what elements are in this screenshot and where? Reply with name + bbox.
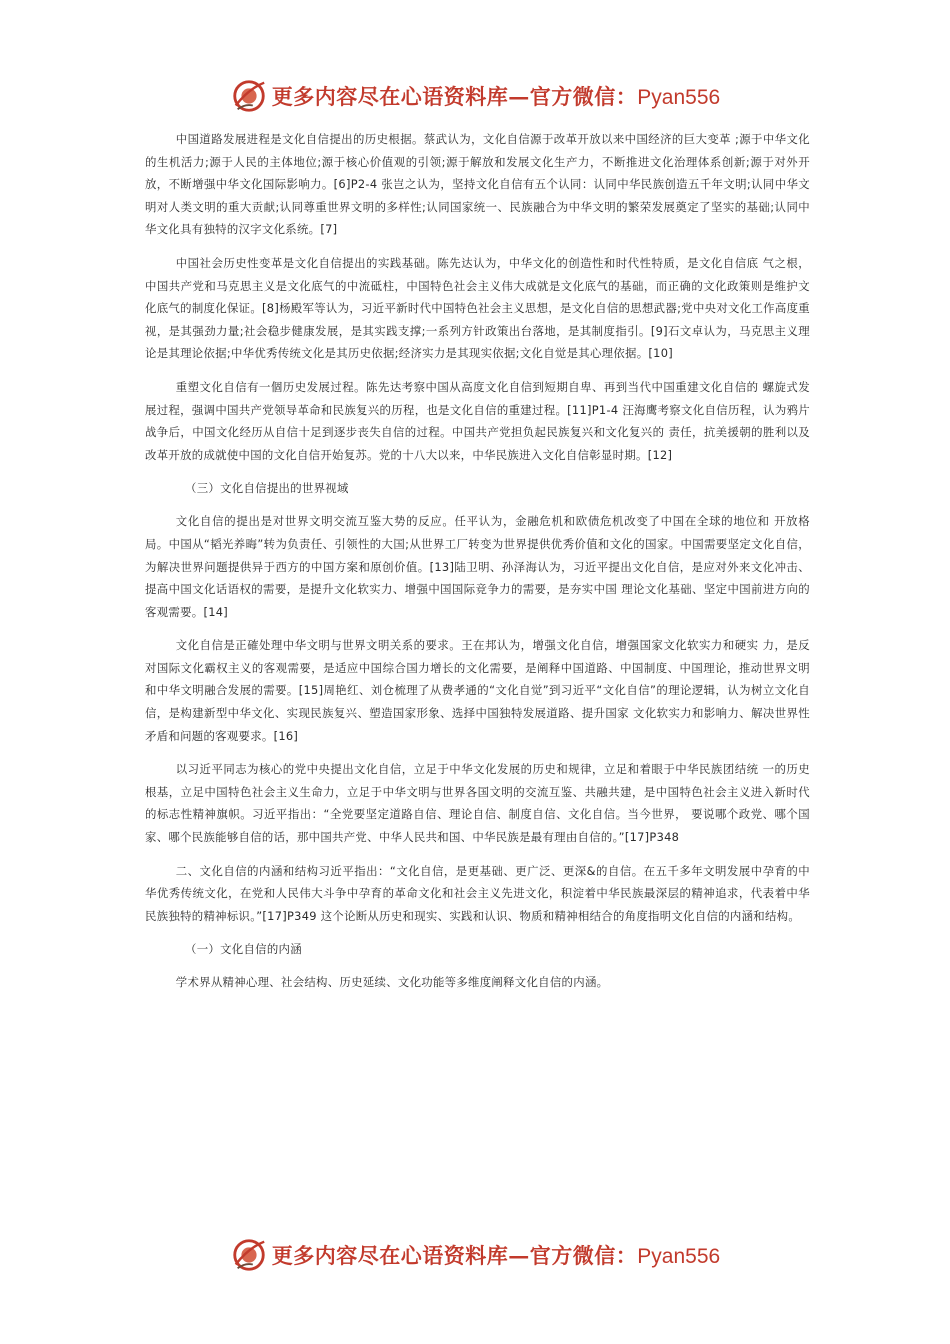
paragraph: 以习近平同志为核心的党中央提出文化自信，立足于中华文化发展的历史和规律，立足和着眼于中华民族团结统 一的历史根基，立足中国特色社会主义生命力，立足于中华文明与世界各国文明的交流互鉴、共融共建，是中国特色社会主义进入新时代的标志性精神旗帜。习近平指出：“全党要坚定道路自信、理论自信、制度自信、文化自信。当今世界， 要说哪个政党、哪个国家、哪个民族能够自信的话，那中国共产党、中华人民共和国、中华民族是最有理由自信的。”[17]P348 <box>145 762 810 845</box>
banner-text: 更多内容尽在心语资料库—官方微信：Pyan556 <box>271 84 721 109</box>
banner-wechat-id: Pyan556 <box>637 86 721 109</box>
footer-banner <box>0 1233 950 1277</box>
paragraph: 重塑文化自信有一個历史发展过程。陈先达考察中国从高度文化自信到短期自卑、再到当代中国重建文化自信的 螺旋式发展过程，强调中国共产党领导革命和民族复兴的历程，也是文化自信的重建过程。[11]P1-4 汪海鹰考察文化自信历程，认为鸦片战争后，中国文化经历从自信十足到逐步丧失自信的过程。中国共产党担负起民族复兴和文化复兴的 责任，抗美援朝的胜利以及改革开放的成就使中国的文化自信开始复苏。党的十八大以来，中华民族进入文化自信彰显时期。[12] <box>145 379 810 462</box>
header-banner <box>0 74 950 118</box>
document-body <box>145 128 810 1005</box>
brand-logo-icon <box>230 77 268 115</box>
section-heading: （三）文化自信提出的世界视域 <box>185 481 349 496</box>
paragraph: 学术界从精神心理、社会结构、历史延续、文化功能等多维度阐释文化自信的内涵。 <box>175 975 609 990</box>
paragraph: 中国道路发展进程是文化自信提出的历史根据。蔡武认为，文化自信源于改革开放以来中国经济的巨大变革 ;源于中华文化的生机活力;源于人民的主体地位;源于核心价值观的引领;源于解放和发展文化生产力，不断推进文化治理体系创新;源于对外开放，不断增强中华文化国际影响力。[6]P2-4 张岂之认为，坚持文化自信有五个认同：认同中华民族创造五千年文明;认同中华文明对人类文明的重大贡献;认同尊重世界文明的多样性;认同国家统一、民族融合为中华文明的繁荣发展奠定了坚实的基础;认同中华文化具有独特的汉字文化系统。[7] <box>145 132 810 237</box>
paragraph: 文化自信的提出是对世界文明交流互鉴大势的反应。任平认为，金融危机和欧债危机改变了中国在全球的地位和 开放格局。中国从“韬光养晦”转为负责任、引领性的大国;从世界工厂转变为世界提供优秀价值和文化的国家。中国需要坚定文化自信，为解决世界问题提供异于西方的中国方案和原创价值。[13]陆卫明、孙泽海认为，习近平提出文化自信，是应对外来文化冲击、提高中国文化话语权的需要，是提升文化软实力、增强中国国际竞争力的需要，是夯实中国 理论文化基础、坚定中国前进方向的客观需要。[14] <box>145 514 810 619</box>
brand-logo-icon <box>230 1236 268 1274</box>
paragraph: 文化自信是正確处理中华文明与世界文明关系的要求。王在邦认为，增强文化自信，增强国家文化软实力和硬实 力，是反对国际文化霸权主义的客观需要，是适应中国综合国力增长的文化需要，是阐释中国道路、中国制度、中国理论，推动世界文明和中华文明融合发展的需要。[15]周艳红、刘仓梳理了从费孝通的“文化自觉”到习近平“文化自信”的理论逻辑，认为树立文化自信，是构建新型中华文化、实现民族复兴、塑造国家形象、选择中国独特发展道路、提升国家 文化软实力和影响力、解决世界性矛盾和问题的客观要求。[16] <box>145 638 810 743</box>
paragraph: 中国社会历史性变革是文化自信提出的实践基础。陈先达认为，中华文化的创造性和时代性特质，是文化自信底 气之根，中国共产党和马克思主义是文化底气的中流砥柱，中国特色社会主义伟大成就是文化底气的基础，而正确的文化政策则是维护文化底气的制度化保证。[8]杨殿军等认为，习近平新时代中国特色社会主义思想，是文化自信的思想武器;党中央对文化工作高度重视，是其强劲力量;社会稳步健康发展，是其实践支撑;一系列方针政策出台落地，是其制度指引。[9]石文卓认为，马克思主义理论是其理论依据;中华优秀传统文化是其历史依据;经济实力是其现实依据;文化自觉是其心理依据。[10] <box>145 255 810 361</box>
banner-wechat-id: Pyan556 <box>637 1245 721 1268</box>
paragraph: 二、文化自信的内涵和结构习近平指出：“文化自信，是更基础、更广泛、更深&的自信。在五千多年文明发展中孕育的中华优秀传统文化，在党和人民伟大斗争中孕育的革命文化和社会主义先进文化，积淀着中华民族最深层的精神追求，代表着中华民族独特的精神标识。”[17]P349 这个论断从历史和现实、实践和认识、物质和精神相结合的角度指明文化自信的内涵和结构。 <box>145 863 810 923</box>
section-heading: （一）文化自信的内涵 <box>185 942 302 957</box>
banner-text: 更多内容尽在心语资料库—官方微信：Pyan556 <box>271 1243 721 1268</box>
